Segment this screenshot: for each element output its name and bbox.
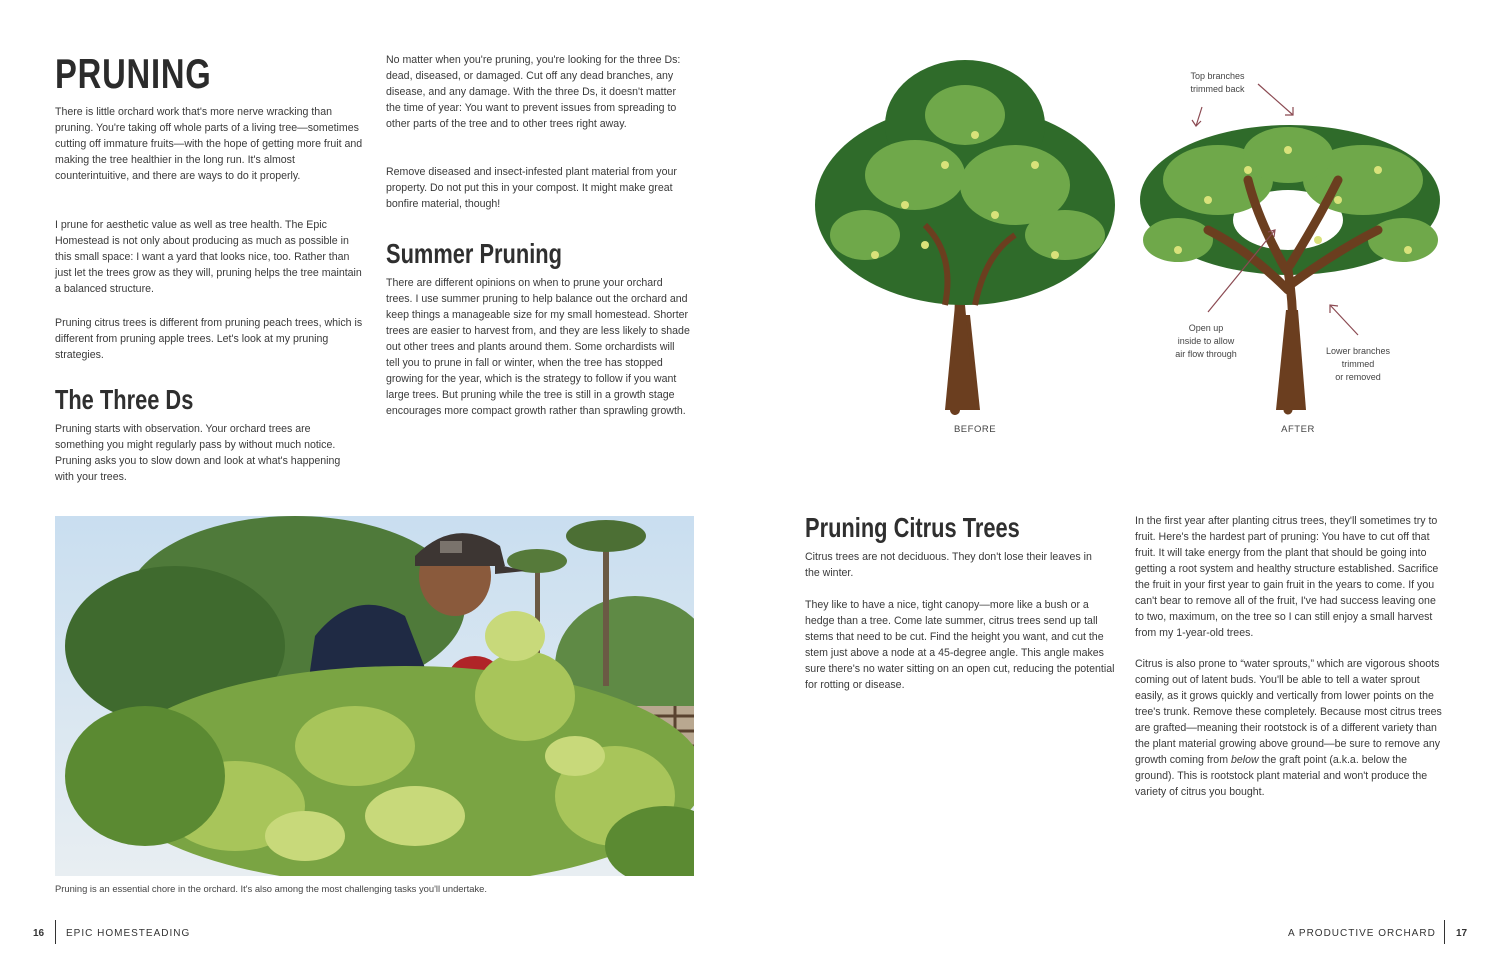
citrus-p4-emphasis: below [1230, 754, 1259, 766]
pruning-photo [55, 516, 694, 876]
annotation-lower-line-3: or removed [1335, 372, 1381, 382]
before-tree-illustration [805, 55, 1125, 415]
citrus-paragraph-3: In the first year after planting citrus trees, they'll sometimes try to fruit. Here's the hardest part of pruning: You have to cut off that fruit. It will take energy from the plant that should be going into getting a root system and healthy structure established. Sacrifice the fruit in your first year to gain fruit in the years to come. If you can't bear to remove all of the fruit, I've had success leaving one to two, maximum, on the tree so I can still enjoy a small harvest from my 1-year-old trees. [1135, 515, 1439, 639]
three-ds-continued-paragraph: No matter when you're pruning, you're looking for the three Ds: dead, diseased, or damaged. Cut off any dead branches, any disease, and any damage. With the three Ds, it doesn't matter the time of year: You want to prevent issues from spreading to other parts of the tree and to other trees right away. [386, 54, 681, 130]
intro-paragraph-1: There is little orchard work that's more nerve wracking than pruning. You're taking off whole parts of a living tree—sometimes cutting off immature fruits—with the hope of getting more fruit and making the tree healthier in the long run. It's almost counterintuitive, and there are ways to do it properly. [55, 106, 363, 182]
annotation-lower-line-1: Lower branches [1325, 346, 1391, 356]
pruning-photo-illustration [55, 516, 694, 876]
page-title: PRUNING [55, 50, 212, 97]
page-number-left: 16 [33, 928, 45, 939]
running-head-right: A PRODUCTIVE ORCHARD [1288, 928, 1436, 939]
citrus-p4-text-b: the graft point (a.k.a. below the ground). This is rootstock plant material and won't produce the variety of citrus you bought. [1135, 754, 1428, 798]
running-head-left: EPIC HOMESTEADING [66, 928, 191, 939]
three-ds-heading: The Three Ds [55, 384, 194, 415]
summer-pruning-paragraph: There are different opinions on when to prune your orchard trees. I use summer pruning to help balance out the orchard and keep things a manageable size for my small homestead. Shorter trees are easier to harvest from, and they are less likely to shade out other trees and plants around them. Some orchardists will tell you to prune in fall or winter, when the tree has stopped growing for the year, which is the strategy to follow if you want large trees. But pruning while the tree is still in a growth stage encourages more compact growth rather than sprawling growth. [386, 277, 690, 417]
citrus-heading: Pruning Citrus Trees [805, 512, 1020, 543]
annotation-arrows [1130, 60, 1450, 360]
photo-caption: Pruning is an essential chore in the orchard. It's also among the most challenging tasks you'll undertake. [55, 883, 487, 894]
citrus-paragraph-2: They like to have a nice, tight canopy—more like a bush or a hedge than a tree. Come late summer, citrus trees send up tall stems that need to be cut. Find the height you want, and cut the stem just above a node at a 45-degree angle. This angle makes sure there's no water sitting on an open cut, reducing the potential for rotting or disease. [805, 599, 1115, 691]
after-label: AFTER [1281, 424, 1315, 435]
before-label: BEFORE [953, 424, 997, 435]
annotation-top-line-2: trimmed back [1190, 84, 1245, 94]
footer-divider-right [1444, 920, 1445, 944]
annotation-open-line-1: Open up [1188, 323, 1224, 333]
intro-paragraph-2: I prune for aesthetic value as well as tree health. The Epic Homestead is not only about producing as much as possible in this small space: I want a yard that looks nice, too. Rather than just let the trees grow as they will, pruning helps the tree maintain a balanced structure. [55, 219, 362, 295]
annotation-open-line-3: air flow through [1175, 349, 1237, 359]
summer-pruning-heading: Summer Pruning [386, 238, 562, 269]
annotation-lower-line-2: trimmed [1341, 359, 1375, 369]
citrus-p4-text-a: Citrus is also prone to “water sprouts,” which are vigorous shoots coming out of latent buds. You'll be able to tell a water sprout easily, as it grows quickly and vertically from lower points on the tree's trunk. Remove these completely. Because most citrus trees are grafted—meaning their rootstock is of a different variety than the plant material growing above ground—be sure to remove any growth coming from [1135, 658, 1442, 766]
citrus-paragraph-1: Citrus trees are not deciduous. They don't lose their leaves in the winter. [805, 551, 1092, 579]
annotation-open-line-2: inside to allow [1177, 336, 1235, 346]
footer-divider-left [55, 920, 56, 944]
annotation-top-line-1: Top branches [1190, 71, 1245, 81]
remove-diseased-paragraph: Remove diseased and insect-infested plant material from your property. Do not put this in your compost. It might make great bonfire material, though! [386, 166, 677, 210]
arrow-open-up [1208, 230, 1275, 312]
intro-paragraph-3: Pruning citrus trees is different from pruning peach trees, which is different from pruning apple trees. Let's look at my pruning strategies. [55, 317, 363, 361]
page-number-right: 17 [1456, 928, 1468, 939]
arrow-top-right [1258, 84, 1293, 115]
arrow-lower [1330, 305, 1358, 335]
three-ds-paragraph: Pruning starts with observation. Your orchard trees are something you might regularly pass by without much notice. Pruning asks you to slow down and look at what's happening with your trees. [55, 423, 341, 483]
citrus-paragraph-4 [1135, 656, 1445, 800]
